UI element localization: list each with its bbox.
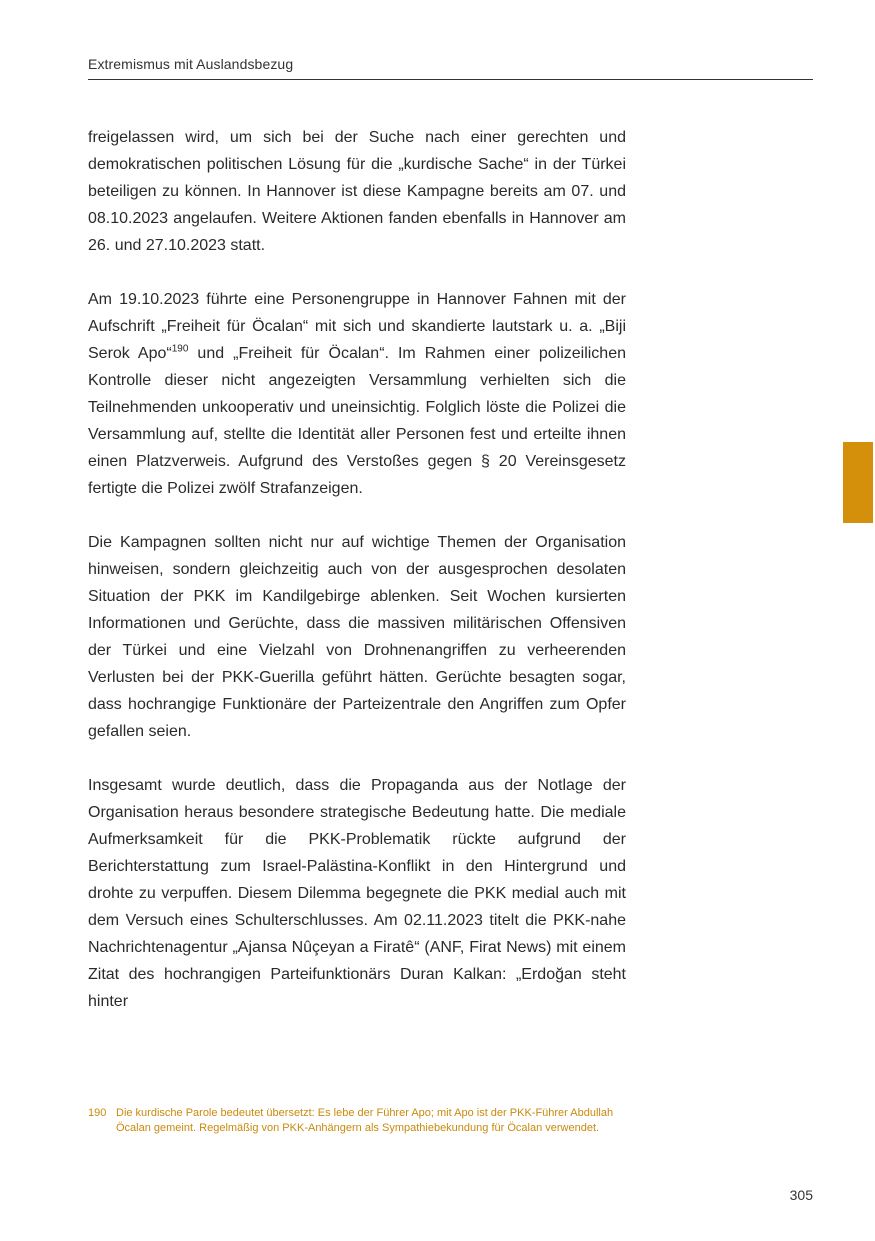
paragraph-2-part-a: Am 19.10.2023 führte eine Personengruppe in Hannover Fahnen mit der Aufschrift „Freiheit für Öcalan“ mit sich und skandierte lautstark u. a. „Biji Serok Apo“	[88, 291, 626, 362]
footnote-text: Die kurdische Parole bedeutet übersetzt: Es lebe der Führer Apo; mit Apo ist der PKK-Führer Abdullah Öcalan gemeint. Regelmäßig von PKK-Anhängern als Sympathiebekundung für Öcalan verwendet.	[116, 1107, 614, 1134]
running-header: Extremismus mit Auslandsbezug	[88, 56, 294, 72]
page-number: 305	[789, 1187, 813, 1203]
paragraph-2	[88, 286, 626, 502]
footnote-reference-190[interactable]: 190	[171, 343, 189, 355]
paragraph-1: freigelassen wird, um sich bei der Suche nach einer gerechten und demokratischen politischen Lösung für die „kurdische Sache“ in der Türkei beteiligen zu können. In Hannover ist diese Kampagne bereits am 07. und 08.10.2023 angelaufen. Weitere Aktionen fanden ebenfalls in Hannover am 26. und 27.10.2023 statt.	[88, 129, 626, 254]
paragraph-4: Insgesamt wurde deutlich, dass die Propaganda aus der Notlage der Organisation heraus besondere strategische Bedeutung hatte. Die mediale Aufmerksamkeit für die PKK-Problematik rückte aufgrund der Berichterstattung zum Israel-Palästina-Konflikt in den Hintergrund und drohte zu verpuffen. Diesem Dilemma begegnete die PKK medial auch mit dem Versuch eines Schulterschlusses. Am 02.11.2023 titelt die PKK-nahe Nachrichtenagentur „Ajansa Nûçeyan a Firatê“ (ANF, Firat News) mit einem Zitat des hochrangigen Parteifunktionärs Duran Kalkan: „Erdoğan steht hinter	[88, 777, 626, 1010]
paragraph-3: Die Kampagnen sollten nicht nur auf wichtige Themen der Organisation hinweisen, sondern gleichzeitig auch von der ausgesprochen desolaten Situation der PKK im Kandilgebirge ablenken. Seit Wochen kursierten Informationen und Gerüchte, dass die massiven militärischen Offensiven der Türkei und eine Vielzahl von Drohnenangriffen zu verheerenden Verlusten bei der PKK-Guerilla geführt hätten. Gerüchte besagten sogar, dass hochrangige Funktionäre der Parteizentrale den Angriffen zum Opfer gefallen seien.	[88, 534, 626, 740]
paragraph-2-part-b: und „Freiheit für Öcalan“. Im Rahmen einer polizeilichen Kontrolle dieser nicht angezeigten Versammlung verhielten sich die Teilnehmenden unkooperativ und uneinsichtig. Folglich löste die Polizei die Versammlung auf, stellte die Identität aller Personen fest und erteilte ihnen einen Platzverweis. Aufgrund des Verstoßes gegen § 20 Vereinsgesetz fertigte die Polizei zwölf Strafanzeigen.	[88, 345, 627, 497]
footnote-number: 190	[88, 1107, 107, 1119]
chapter-tab-marker	[843, 442, 873, 523]
main-text	[88, 124, 626, 1042]
footnote-190	[88, 1106, 626, 1136]
header-rule	[88, 79, 813, 80]
